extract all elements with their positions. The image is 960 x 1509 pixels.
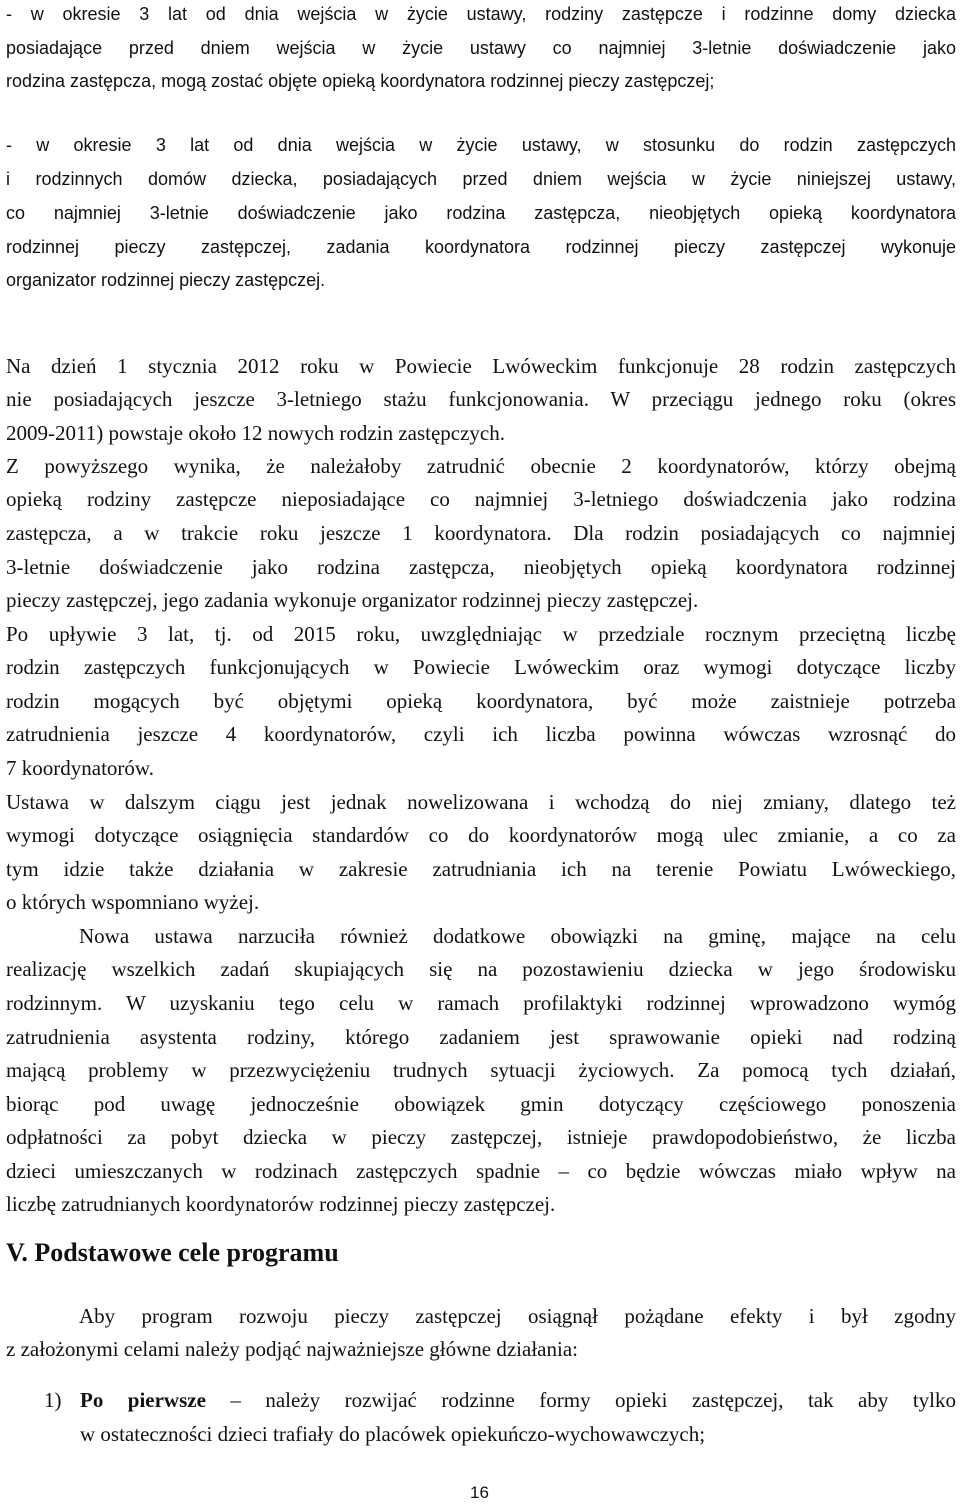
text-line: Na dzień 1 stycznia 2012 roku w Powiecie Lwóweckim funkcjonuje 28 rodzin zastępczych (6, 354, 956, 378)
list-item-bold: Po pierwsze (80, 1388, 206, 1412)
text-line: - w okresie 3 lat od dnia wejścia w życie ustawy, w stosunku do rodzin zastępczych (6, 135, 956, 155)
text-line: wymogi dotyczące osiągnięcia standardów co do koordynatorów mogą ulec zmianie, a co za (6, 823, 956, 847)
text-line: co najmniej 3-letnie doświadczenie jako rodzina zastępcza, nieobjętych opieką koordynatora (6, 203, 956, 223)
text-line: i rodzinnych domów dziecka, posiadających przed dniem wejścia w życie niniejszej ustawy, (6, 169, 956, 189)
section-heading: V. Podstawowe cele programu (6, 1238, 339, 1267)
text-line: opieką rodziny zastępcze nieposiadające co najmniej 3-letniego doświadczenia jako rodzina (6, 487, 956, 511)
text-line: zatrudnienia jeszcze 4 koordynatorów, czyli ich liczba powinna wówczas wzrosnąć do (6, 722, 956, 746)
text-line: organizator rodzinnej pieczy zastępczej. (6, 270, 326, 290)
text-line: nie posiadających jeszcze 3-letniego stażu funkcjonowania. W przeciągu jednego roku (okres (6, 387, 956, 411)
text-line: rodzinnym. W uzyskaniu tego celu w ramach profilaktyki rodzinnej wprowadzono wymóg (6, 991, 956, 1015)
list-item-line: w ostateczności dzieci trafiały do placówek opiekuńczo-wychowawczych; (80, 1422, 706, 1446)
text-line: posiadające przed dniem wejścia w życie ustawy co najmniej 3-letnie doświadczenie jako (6, 38, 956, 58)
text-line: liczbę zatrudnianych koordynatorów rodzinnej pieczy zastępczej. (6, 1192, 556, 1216)
list-item-text: – należy rozwijać rodzinne formy opieki zastępczej, tak aby tylko (205, 1388, 956, 1412)
text-line: rodzinnej pieczy zastępczej, zadania koordynatora rodzinnej pieczy zastępczej wykonuje (6, 237, 956, 257)
text-line: o których wspomniano wyżej. (6, 890, 260, 914)
text-line: pieczy zastępczej, jego zadania wykonuje organizator rodzinnej pieczy zastępczej. (6, 588, 699, 612)
text-line: 2009-2011) powstaje około 12 nowych rodzin zastępczych. (6, 421, 506, 445)
text-line: rodzin mogących być objętymi opieką koordynatora, być może zaistnieje potrzeba (6, 689, 956, 713)
text-line: 3-letnie doświadczenie jako rodzina zastępcza, nieobjętych opieką koordynatora rodzinnej (6, 555, 956, 579)
text-line: rodzin zastępczych funkcjonujących w Powiecie Lwóweckim oraz wymogi dotyczące liczby (6, 655, 956, 679)
list-item-line (80, 1388, 956, 1413)
page-number: 16 (470, 1483, 489, 1502)
text-line: Ustawa w dalszym ciągu jest jednak nowelizowana i wchodzą do niej zmiany, dlatego też (6, 790, 956, 814)
text-line: tym idzie także działania w zakresie zatrudniania ich na terenie Powiatu Lwóweckiego, (6, 857, 956, 881)
text-line: odpłatności za pobyt dziecka w pieczy zastępczej, istnieje prawdopodobieństwo, że liczba (6, 1125, 956, 1149)
text-line: biorąc pod uwagę jednocześnie obowiązek gmin dotyczący częściowego ponoszenia (6, 1092, 956, 1116)
text-line: zastępcza, a w trakcie roku jeszcze 1 koordynatora. Dla rodzin posiadających co najmniej (6, 521, 956, 545)
text-line: Z powyższego wynika, że należałoby zatrudnić obecnie 2 koordynatorów, którzy obejmą (6, 454, 956, 478)
text-line: dzieci umieszczanych w rodzinach zastępczych spadnie – co będzie wówczas miało wpływ na (6, 1159, 956, 1183)
text-line: 7 koordynatorów. (6, 756, 154, 780)
text-line: zatrudnienia asystenta rodziny, którego zadaniem jest sprawowanie opieki nad rodziną (6, 1025, 956, 1049)
text-line: Nowa ustawa narzuciła również dodatkowe obowiązki na gminę, mające na celu (79, 924, 956, 948)
list-number: 1) (44, 1388, 62, 1412)
text-line: mającą problemy w przezwyciężeniu trudnych sytuacji życiowych. Za pomocą tych działań, (6, 1058, 956, 1082)
text-line: - w okresie 3 lat od dnia wejścia w życie ustawy, rodziny zastępcze i rodzinne domy dziecka (6, 4, 956, 24)
text-line: z założonymi celami należy podjąć najważniejsze główne działania: (6, 1337, 578, 1361)
text-line: Aby program rozwoju pieczy zastępczej osiągnął pożądane efekty i był zgodny (79, 1304, 956, 1328)
text-line: rodzina zastępcza, mogą zostać objęte opieką koordynatora rodzinnej pieczy zastępczej; (6, 71, 715, 91)
text-line: realizację wszelkich zadań skupiających się na pozostawieniu dziecka w jego środowisku (6, 957, 956, 981)
text-line: Po upływie 3 lat, tj. od 2015 roku, uwzględniając w przedziale rocznym przeciętną liczbę (6, 622, 956, 646)
